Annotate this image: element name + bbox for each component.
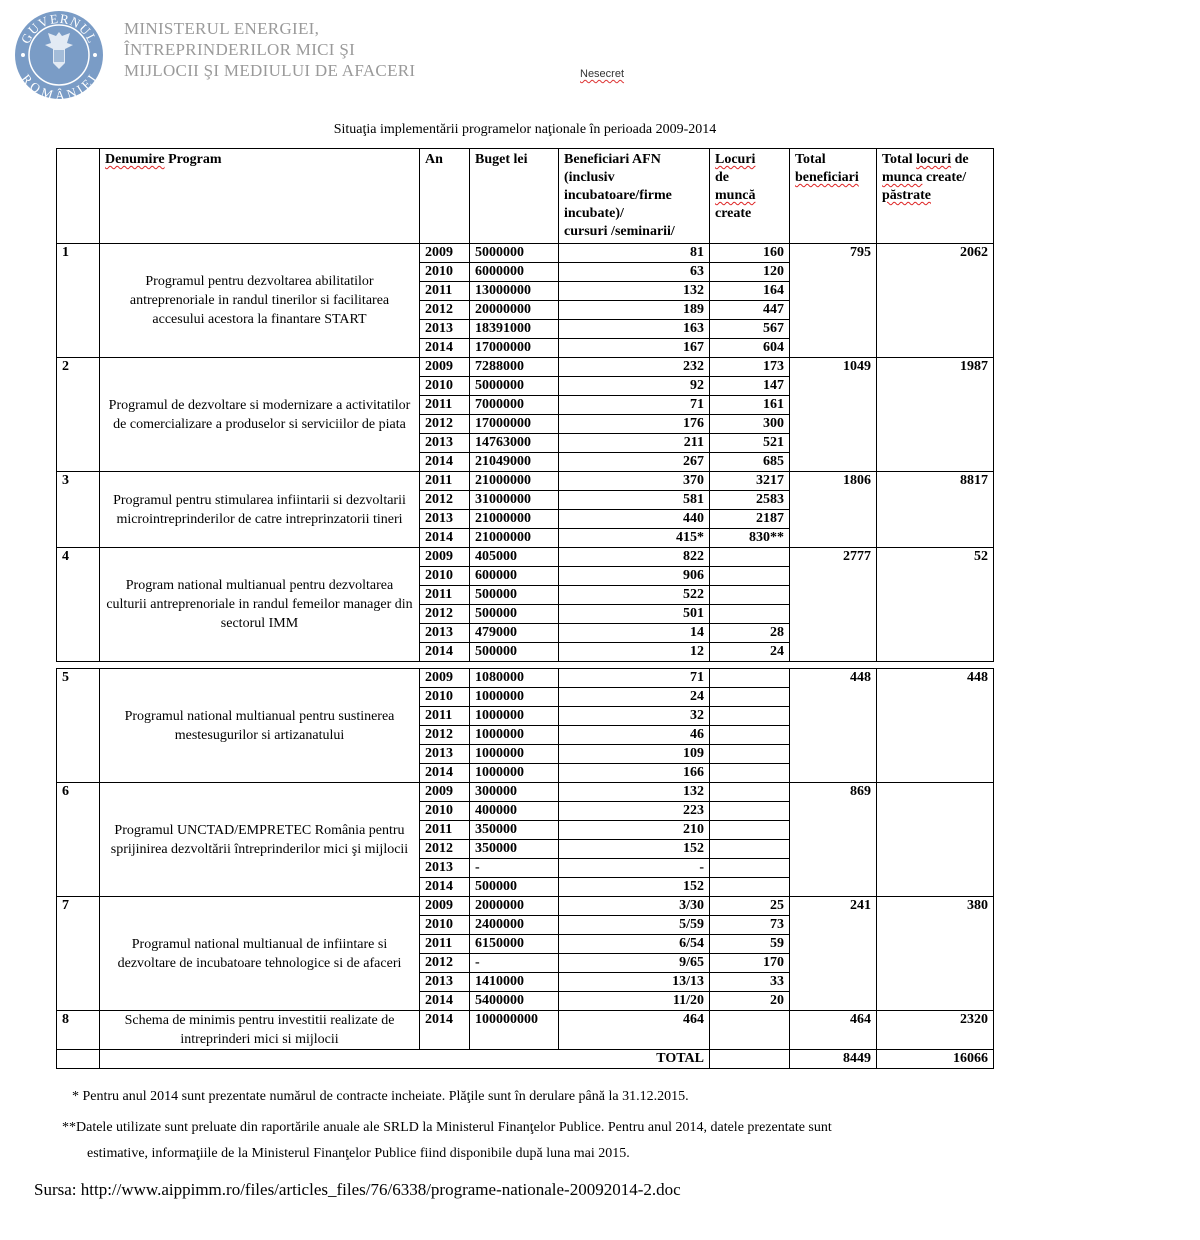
budget-cell: 1410000 [470, 973, 559, 992]
year-cell: 2009 [420, 669, 470, 688]
table-row [57, 244, 994, 263]
jobs-cell [710, 707, 790, 726]
total-beneficiaries-cell: 448 [790, 669, 877, 783]
jobs-cell: 73 [710, 916, 790, 935]
jobs-cell: 120 [710, 263, 790, 282]
jobs-cell: 164 [710, 282, 790, 301]
program-index: 4 [57, 548, 100, 662]
budget-cell: 7288000 [470, 358, 559, 377]
beneficiaries-cell: 822 [559, 548, 710, 567]
jobs-cell [710, 548, 790, 567]
jobs-cell: 447 [710, 301, 790, 320]
beneficiaries-cell: 81 [559, 244, 710, 263]
beneficiaries-cell: 3/30 [559, 897, 710, 916]
total-beneficiaries-cell: 2777 [790, 548, 877, 662]
beneficiaries-cell: 13/13 [559, 973, 710, 992]
total-beneficiaries-cell: 795 [790, 244, 877, 358]
year-cell: 2014 [420, 764, 470, 783]
table-row [57, 783, 994, 802]
beneficiaries-cell: 152 [559, 878, 710, 897]
budget-cell: 2000000 [470, 897, 559, 916]
year-cell: 2012 [420, 301, 470, 320]
beneficiaries-cell: 92 [559, 377, 710, 396]
beneficiaries-cell: 132 [559, 282, 710, 301]
budget-cell: 17000000 [470, 339, 559, 358]
source-citation: Sursa: http://www.aippimm.ro/files/articles_files/76/6338/programe-nationale-20092014-2.doc [34, 1180, 681, 1199]
table-row [57, 1011, 994, 1050]
header-index [57, 149, 100, 244]
jobs-cell: 160 [710, 244, 790, 263]
budget-cell: 500000 [470, 878, 559, 897]
table-row [57, 897, 994, 916]
table-row [57, 669, 994, 688]
jobs-cell: 147 [710, 377, 790, 396]
budget-cell: 1000000 [470, 688, 559, 707]
program-index: 2 [57, 358, 100, 472]
beneficiaries-cell: 210 [559, 821, 710, 840]
jobs-cell [710, 605, 790, 624]
program-name: Programul de dezvoltare si modernizare a activitatilor de comercializare a produselor si serviciilor de piata [100, 358, 420, 472]
beneficiaries-cell: 71 [559, 669, 710, 688]
jobs-cell: 521 [710, 434, 790, 453]
budget-cell: 18391000 [470, 320, 559, 339]
program-name: Program national multianual pentru dezvoltarea culturii antreprenoriale in randul femeilor manager din sectorul IMM [100, 548, 420, 662]
jobs-cell: 830** [710, 529, 790, 548]
jobs-cell [710, 859, 790, 878]
total-index-cell [57, 1050, 100, 1069]
beneficiaries-cell: 152 [559, 840, 710, 859]
budget-cell: 500000 [470, 586, 559, 605]
year-cell: 2014 [420, 529, 470, 548]
year-cell: 2012 [420, 726, 470, 745]
budget-cell: 1000000 [470, 745, 559, 764]
footnote-line: **Datele utilizate sunt preluate din raportările anuale ale SRLD la Ministerul Finanţelor Publice. Pentru anul 2014, datele prezentate sunt [62, 1120, 832, 1135]
budget-cell: 1000000 [470, 726, 559, 745]
beneficiaries-cell: 14 [559, 624, 710, 643]
year-cell: 2012 [420, 605, 470, 624]
jobs-cell: 20 [710, 992, 790, 1011]
total-jobs-empty [710, 1050, 790, 1069]
ministry-line: MINISTERUL ENERGIEI, [124, 19, 320, 38]
total-jobs-cell: 1987 [877, 358, 994, 472]
header-budget: Buget lei [470, 149, 559, 244]
jobs-cell [710, 688, 790, 707]
header-total-beneficiaries: Total beneficiari [790, 149, 877, 244]
header-jobs-created: Locuri de muncă create [710, 149, 790, 244]
jobs-cell: 59 [710, 935, 790, 954]
program-index: 5 [57, 669, 100, 783]
budget-cell: 400000 [470, 802, 559, 821]
year-cell: 2014 [420, 992, 470, 1011]
budget-cell: 2400000 [470, 916, 559, 935]
program-index: 6 [57, 783, 100, 897]
year-cell: 2013 [420, 745, 470, 764]
jobs-cell [710, 802, 790, 821]
beneficiaries-cell: 522 [559, 586, 710, 605]
jobs-cell [710, 669, 790, 688]
program-index: 7 [57, 897, 100, 1011]
total-jobs-cell: 448 [877, 669, 994, 783]
year-cell: 2012 [420, 491, 470, 510]
ministry-line: ÎNTREPRINDERILOR MICI ŞI [124, 40, 356, 59]
budget-cell: 21000000 [470, 472, 559, 491]
jobs-cell: 300 [710, 415, 790, 434]
year-cell: 2011 [420, 821, 470, 840]
footnote-line: estimative, informaţiile de la Ministerul Finanţelor Publice fiind disponibile după luna mai 2015. [87, 1146, 630, 1161]
year-cell: 2011 [420, 396, 470, 415]
svg-text:GUVERNUL: GUVERNUL [17, 10, 101, 46]
budget-cell: 21000000 [470, 529, 559, 548]
program-name: Programul pentru stimularea infiintarii si dezvoltarii microintreprinderilor de catre intreprinzatorii tineri [100, 472, 420, 548]
jobs-cell: 2583 [710, 491, 790, 510]
budget-cell: 31000000 [470, 491, 559, 510]
jobs-cell [710, 821, 790, 840]
budget-cell: 14763000 [470, 434, 559, 453]
budget-cell: 350000 [470, 821, 559, 840]
header-beneficiaries: Beneficiari AFN (inclusiv incubatoare/firme incubate)/ cursuri /seminarii/ [559, 149, 710, 244]
total-beneficiaries-cell: 464 [790, 1011, 877, 1050]
year-cell: 2014 [420, 453, 470, 472]
jobs-cell: 173 [710, 358, 790, 377]
program-name: Programul UNCTAD/EMPRETEC România pentru sprijinirea dezvoltării întreprinderilor mici şi mijlocii [100, 783, 420, 897]
program-index: 8 [57, 1011, 100, 1050]
total-jobs-cell: 2062 [877, 244, 994, 358]
budget-cell: 1000000 [470, 764, 559, 783]
year-cell: 2010 [420, 377, 470, 396]
budget-cell: 20000000 [470, 301, 559, 320]
year-cell: 2010 [420, 802, 470, 821]
beneficiaries-cell: 370 [559, 472, 710, 491]
year-cell: 2013 [420, 624, 470, 643]
year-cell: 2014 [420, 339, 470, 358]
budget-cell: - [470, 954, 559, 973]
budget-cell: 1080000 [470, 669, 559, 688]
total-beneficiaries-cell: 1806 [790, 472, 877, 548]
table-row [57, 472, 994, 491]
beneficiaries-cell: 464 [559, 1011, 710, 1050]
jobs-cell [710, 764, 790, 783]
programs-table [56, 148, 994, 662]
jobs-cell: 567 [710, 320, 790, 339]
footnote-double-asterisk [62, 1115, 992, 1167]
jobs-cell: 2187 [710, 510, 790, 529]
year-cell: 2009 [420, 244, 470, 263]
year-cell: 2010 [420, 263, 470, 282]
year-cell: 2011 [420, 586, 470, 605]
budget-cell: 500000 [470, 643, 559, 662]
beneficiaries-cell: 440 [559, 510, 710, 529]
ministry-line: MIJLOCII ŞI MEDIULUI DE AFACERI [124, 61, 416, 80]
total-beneficiaries-cell: 1049 [790, 358, 877, 472]
beneficiaries-cell: 211 [559, 434, 710, 453]
year-cell: 2009 [420, 548, 470, 567]
budget-cell: 600000 [470, 567, 559, 586]
budget-cell: 100000000 [470, 1011, 559, 1050]
year-cell: 2014 [420, 878, 470, 897]
header-program-name: Denumire Program [100, 149, 420, 244]
year-cell: 2014 [420, 643, 470, 662]
year-cell: 2009 [420, 358, 470, 377]
budget-cell: 7000000 [470, 396, 559, 415]
document-title: Situaţia implementării programelor naţionale în perioada 2009-2014 [333, 122, 717, 137]
beneficiaries-cell: 32 [559, 707, 710, 726]
table-header-row [57, 149, 994, 244]
budget-cell: - [470, 859, 559, 878]
jobs-cell [710, 878, 790, 897]
jobs-cell: 3217 [710, 472, 790, 491]
beneficiaries-cell: 132 [559, 783, 710, 802]
ministry-name [124, 18, 415, 81]
year-cell: 2012 [420, 954, 470, 973]
total-jobs-cell: 380 [877, 897, 994, 1011]
classification-label: Nesecret [580, 68, 625, 80]
header-year: An [420, 149, 470, 244]
table-row [57, 358, 994, 377]
jobs-cell [710, 840, 790, 859]
budget-cell: 6150000 [470, 935, 559, 954]
total-jobs-cell [877, 783, 994, 897]
jobs-cell: 25 [710, 897, 790, 916]
budget-cell: 1000000 [470, 707, 559, 726]
total-row [57, 1050, 994, 1069]
year-cell: 2012 [420, 840, 470, 859]
jobs-cell: 170 [710, 954, 790, 973]
year-cell: 2010 [420, 567, 470, 586]
beneficiaries-cell: 415* [559, 529, 710, 548]
beneficiaries-cell: 11/20 [559, 992, 710, 1011]
budget-cell: 17000000 [470, 415, 559, 434]
jobs-cell [710, 586, 790, 605]
program-index: 1 [57, 244, 100, 358]
jobs-cell: 604 [710, 339, 790, 358]
budget-cell: 21049000 [470, 453, 559, 472]
beneficiaries-cell: 12 [559, 643, 710, 662]
total-beneficiaries-cell: 869 [790, 783, 877, 897]
beneficiaries-cell: 5/59 [559, 916, 710, 935]
year-cell: 2013 [420, 510, 470, 529]
jobs-cell [710, 567, 790, 586]
beneficiaries-cell: 223 [559, 802, 710, 821]
jobs-cell [710, 745, 790, 764]
grand-total-beneficiaries: 8449 [790, 1050, 877, 1069]
year-cell: 2011 [420, 707, 470, 726]
beneficiaries-cell: 176 [559, 415, 710, 434]
beneficiaries-cell: 109 [559, 745, 710, 764]
budget-cell: 6000000 [470, 263, 559, 282]
beneficiaries-cell: 24 [559, 688, 710, 707]
budget-cell: 5400000 [470, 992, 559, 1011]
year-cell: 2013 [420, 434, 470, 453]
header-total-jobs: Total locuri de munca create/ păstrate [877, 149, 994, 244]
total-jobs-cell: 8817 [877, 472, 994, 548]
program-name: Schema de minimis pentru investitii realizate de intreprinderi mici si mijlocii [100, 1011, 420, 1050]
svg-text:ROMÂNIEI: ROMÂNIEI [18, 71, 100, 100]
year-cell: 2012 [420, 415, 470, 434]
jobs-cell: 28 [710, 624, 790, 643]
budget-cell: 500000 [470, 605, 559, 624]
government-seal-icon [14, 10, 104, 100]
budget-cell: 5000000 [470, 377, 559, 396]
program-name: Programul national multianual de infiintare si dezvoltare de incubatoare tehnologice si de afaceri [100, 897, 420, 1011]
beneficiaries-cell: 46 [559, 726, 710, 745]
year-cell: 2010 [420, 688, 470, 707]
total-beneficiaries-cell: 241 [790, 897, 877, 1011]
year-cell: 2013 [420, 320, 470, 339]
program-name: Programul national multianual pentru sustinerea mestesugurilor si artizanatului [100, 669, 420, 783]
year-cell: 2009 [420, 783, 470, 802]
beneficiaries-cell: 267 [559, 453, 710, 472]
budget-cell: 350000 [470, 840, 559, 859]
year-cell: 2014 [420, 1011, 470, 1050]
jobs-cell: 24 [710, 643, 790, 662]
beneficiaries-cell: 9/65 [559, 954, 710, 973]
jobs-cell [710, 726, 790, 745]
beneficiaries-cell: 232 [559, 358, 710, 377]
jobs-cell: 33 [710, 973, 790, 992]
jobs-cell: 161 [710, 396, 790, 415]
beneficiaries-cell: 166 [559, 764, 710, 783]
year-cell: 2013 [420, 973, 470, 992]
jobs-cell [710, 783, 790, 802]
budget-cell: 479000 [470, 624, 559, 643]
budget-cell: 21000000 [470, 510, 559, 529]
footnote-single-asterisk: * Pentru anul 2014 sunt prezentate numărul de contracte incheiate. Plăţile sunt în derulare până la 31.12.2015. [72, 1089, 689, 1104]
beneficiaries-cell: - [559, 859, 710, 878]
program-name: Programul pentru dezvoltarea abilitatilor antreprenoriale in randul tinerilor si facilitarea accesului acestora la finantare START [100, 244, 420, 358]
budget-cell: 300000 [470, 783, 559, 802]
beneficiaries-cell: 906 [559, 567, 710, 586]
table-row [57, 548, 994, 567]
total-label: TOTAL [100, 1050, 710, 1069]
beneficiaries-cell: 167 [559, 339, 710, 358]
grand-total-jobs: 16066 [877, 1050, 994, 1069]
year-cell: 2011 [420, 472, 470, 491]
beneficiaries-cell: 71 [559, 396, 710, 415]
beneficiaries-cell: 63 [559, 263, 710, 282]
beneficiaries-cell: 581 [559, 491, 710, 510]
year-cell: 2011 [420, 282, 470, 301]
beneficiaries-cell: 189 [559, 301, 710, 320]
program-index: 3 [57, 472, 100, 548]
jobs-cell [710, 1011, 790, 1050]
budget-cell: 13000000 [470, 282, 559, 301]
footnotes [62, 1087, 992, 1167]
year-cell: 2011 [420, 935, 470, 954]
year-cell: 2013 [420, 859, 470, 878]
budget-cell: 5000000 [470, 244, 559, 263]
total-jobs-cell: 2320 [877, 1011, 994, 1050]
budget-cell: 405000 [470, 548, 559, 567]
beneficiaries-cell: 501 [559, 605, 710, 624]
beneficiaries-cell: 163 [559, 320, 710, 339]
total-jobs-cell: 52 [877, 548, 994, 662]
year-cell: 2010 [420, 916, 470, 935]
beneficiaries-cell: 6/54 [559, 935, 710, 954]
year-cell: 2009 [420, 897, 470, 916]
programs-table-continued [56, 668, 994, 1069]
jobs-cell: 685 [710, 453, 790, 472]
